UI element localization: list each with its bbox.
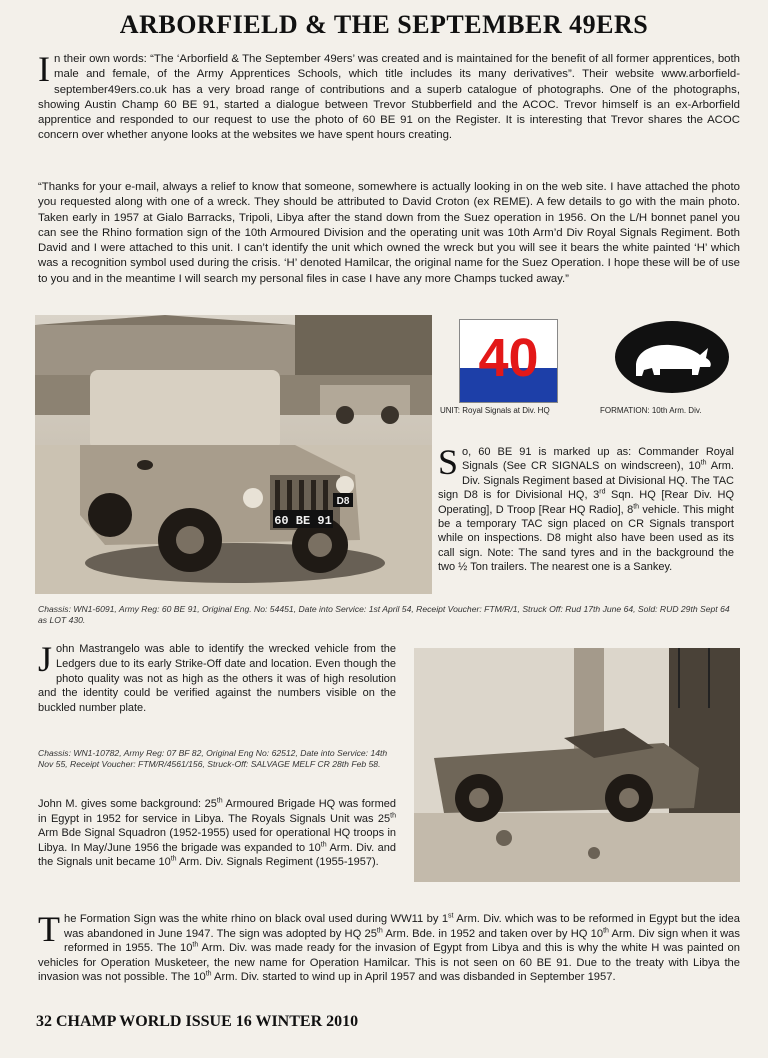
formation-label: FORMATION: 10th Arm. Div. [600,406,702,415]
intro-paragraph [38,49,740,144]
page-title: ARBORFIELD & THE SEPTEMBER 49ERS [119,10,649,39]
wreck-illustration [414,648,740,882]
page-footer: 32 CHAMP WORLD ISSUE 16 WINTER 2010 [36,1013,359,1030]
number-plate: 60 BE 91 [274,514,332,528]
formation-text: he Formation Sign was the white rhino on black oval used during WW11 by 1st Arm. Div. which was to be reformed in Egypt but the idea was abandoned in June 1947. The sign was adopted by HQ 25th Arm. Bde. in 1952 and taken over by HQ 10th Arm. Div sign when it was reformed in 1955. The 10th Arm. Div. was made ready for the invasion of Egypt from Libya and this is why the white H was painted on vehicles for Operation Musketeer, the new name for Operation Hamilcar. This is not seen on 60 BE 91. Due to the treaty with Libya the invasion was not possible. The 10th Arm. Div. started to wind up in April 1957 and was disbanded in September 1957. [38,912,741,984]
unit-sign-number: 40 [478,328,539,388]
unit-sign-40 [459,319,558,403]
chassis-caption-1: Chassis: WN1-6091, Army Reg: 60 BE 91, Original Eng. No: 54451, Date into Service: 1st April 54, Receipt Voucher: FTM/R/1, Struck Off: Rud 17th June 64, Sold: RUD 29th Sept 64 as LOT 430. [38,604,730,625]
markings-text: o, 60 BE 91 is marked up as: Commander Royal Signals (See CR SIGNALS on windscreen), 10th Arm. Div. Signals Regiment based at Divisional HQ. The TAC sign D8 is for Divisional HQ, 3rd Sqn. HQ [Rear Div. HQ Operating], D Troop [Rear HQ Radio], 8th vehicle. This might be a temporary TAC sign placed on CR Signals transport while on inspections. D8 might also have been used as its call sign. Note: The sand tyres and in the background the two ½ Ton trailers. The nearest one is a Sankey. [438,446,735,574]
chassis-caption-2: Chassis: WN1-10782, Army Reg: 07 BF 82, Original Eng No: 62512, Date into Service: 14th Nov 55, Receipt Voucher: FTM/R/4561/156, Struck-Off: SALVAGE MELF CR 28th Feb 58. [38,748,388,769]
intro-dropcap: I [38,49,50,89]
tac-sign: D8 [336,496,350,507]
formation-dropcap: T [38,909,60,949]
identification-paragraph [38,639,396,716]
formation-sign-paragraph [38,909,741,985]
markings-paragraph [438,442,735,575]
identification-dropcap: J [38,639,53,679]
background-paragraph: John M. gives some background: 25th Armoured Brigade HQ was formed in Egypt in 1952 for service in Libya. The Royals Signals Unit was 25th Arm Bde Signal Squadron (1952-1955) used for operational HQ troops in Libya. In May/June 1956 the brigade was expanded to 10th Arm. Div. and the Signals unit became 10th Arm. Div. Signals Regiment (1955-1957). [38,797,396,869]
jeep-photo [35,315,432,594]
intro-text: n their own words: “The ‘Arborfield & The September 49ers’ was created and is maintained for the benefit of all former apprentices, both male and female, of the Army Apprentices Schools, which title includes its many derivatives”. Their website www.arborfield-september49ers.co.uk has a very broad range of contributions and a superb catalogue of photographs. One of the photographs, showing Austin Champ 60 BE 91, started a dialogue between Trevor Stubberfield and the ACOC. Trevor himself is an ex-Arborfield apprentice and responded to our request to use the photo of 60 BE 91 on the Register. It is interesting that Trevor shares the ACOC concern over whether anyone looks at the websites we have spent hours creating. [38,53,740,142]
unit-label: UNIT: Royal Signals at Div. HQ [440,406,550,415]
identification-text: ohn Mastrangelo was able to identify the wrecked vehicle from the Ledgers due to its early Strike-Off date and location. Even though the photo quality was not as high as the others it was of high resolution and the identity could be verified against the numbers visible on the buckled number plate. [38,643,396,715]
quote-paragraph: “Thanks for your e-mail, always a relief to know that someone, somewhere is actually looking in on the web site. I have attached the photo you requested along with one of a wreck. They should be attributed to David Croton (ex REME). A few details to go with the main photo. Taken early in 1957 at Gialo Barracks, Tripoli, Libya after the stand down from the Suez operation in 1956. On the L/H bonnet panel you can see the Rhino formation sign of the 10th Armoured Division and the operating unit was 10th Arm’d Div Royal Signals Regiment. Both David and I were attached to this unit. I can’t identify the unit which owned the wreck but you will see it bears the white painted ‘H’ which was a recognition symbol used during the crisis. ‘H’ denoted Hamilcar, the original name for the Suez Operation. I hope these will be of use to you and in the meantime I will search my personal files in case I have any more Champs tucked away.” [38,181,740,285]
jeep-illustration [35,315,432,594]
markings-dropcap: S [438,442,459,482]
wreck-photo [414,648,740,882]
rhino-formation-icon [614,320,730,394]
